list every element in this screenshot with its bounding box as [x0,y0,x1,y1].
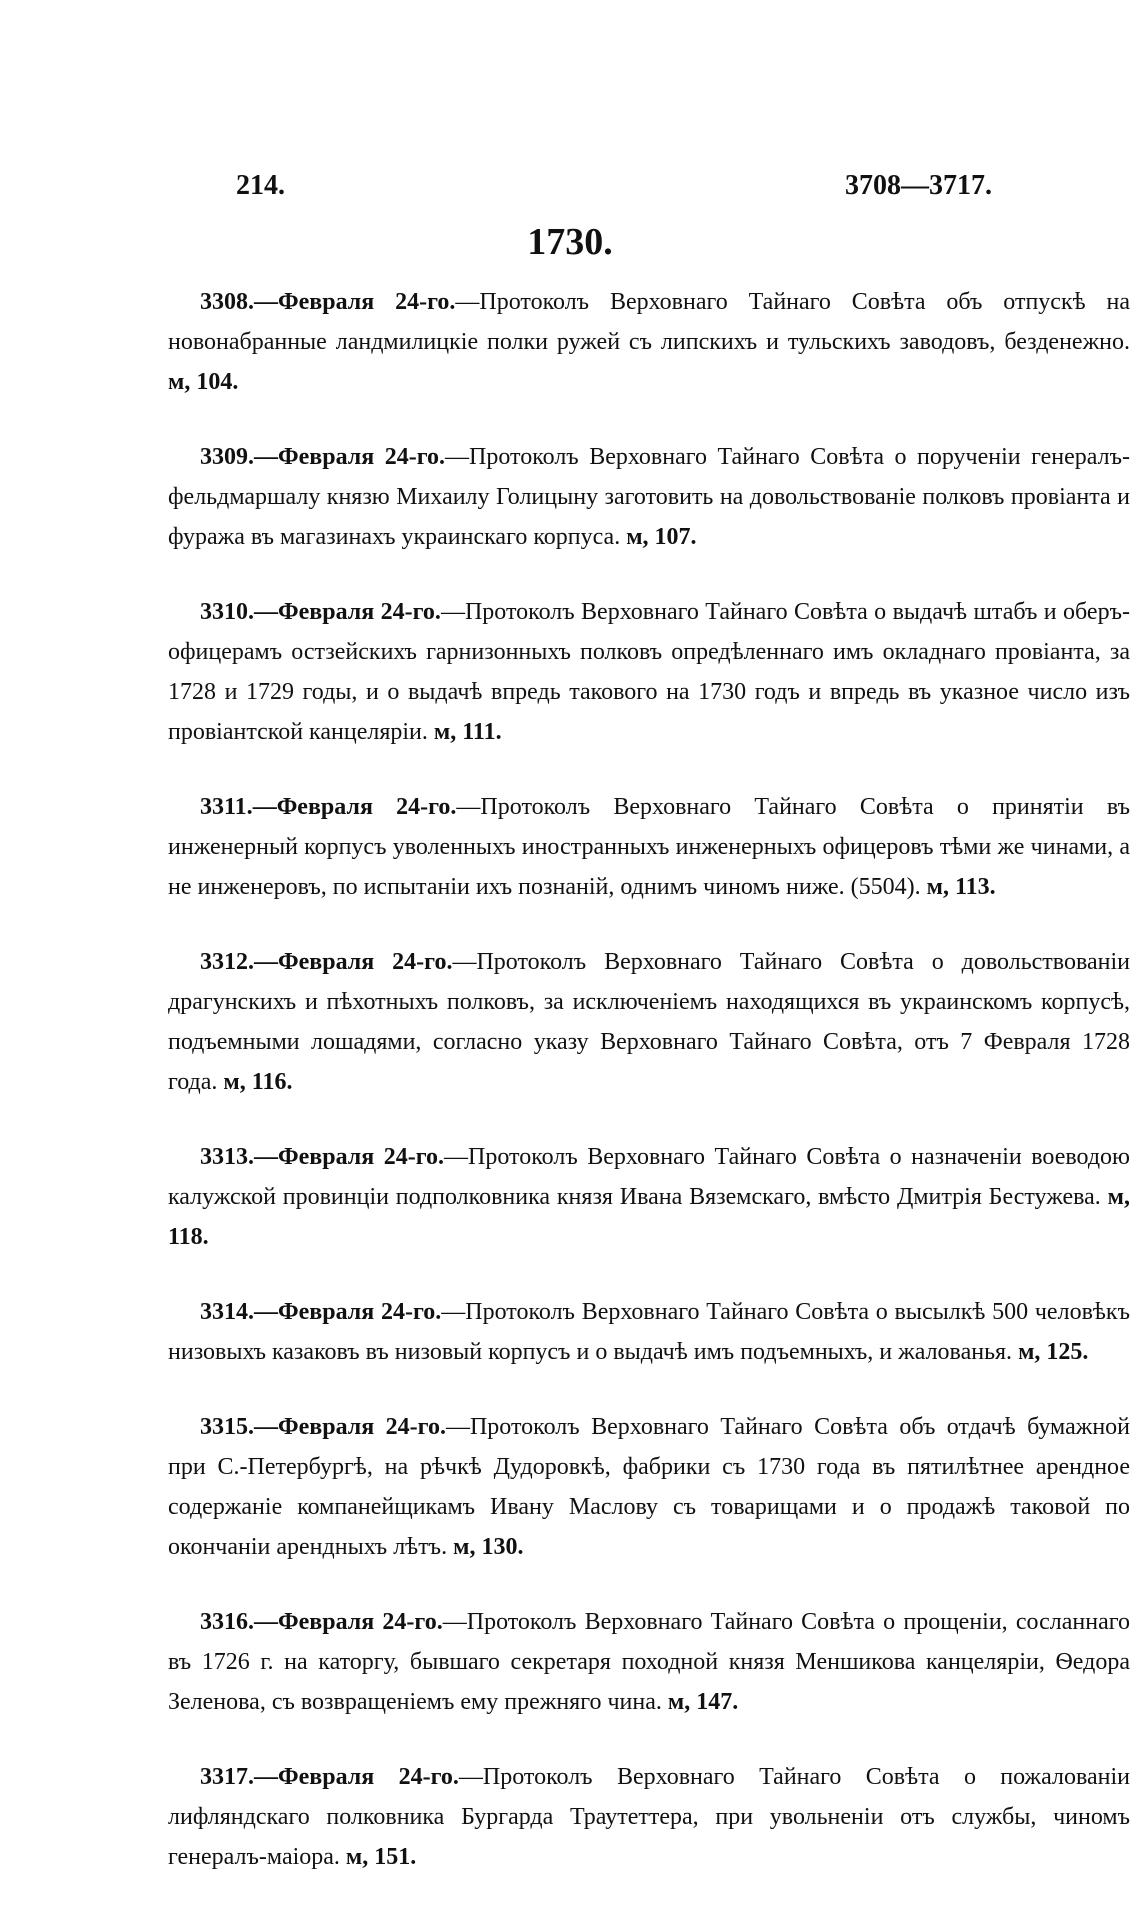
entry-number: 3314. [200,1299,254,1325]
entry-3315 [168,1407,1130,1567]
entry-date: —Февраля 24-го. [254,1299,442,1325]
entry-source: ᴍ, 147. [667,1689,739,1715]
entry-text: —Протоколъ Верховнаго Тайнаго Совѣта объ отдачѣ бумажной при С.-Петербургѣ, на рѣчкѣ Дудоровкѣ, фабрики съ 1730 года въ пятилѣтнее арендное содержаніе компанейщикамъ Ивану Маслову съ товарищами и о продажѣ таковой по окончаніи арендныхъ лѣтъ. [168,1414,1131,1560]
entry-date: —Февраля 24-го. [254,289,456,315]
entry-text: —Протоколъ Верховнаго Тайнаго Совѣта о прощеніи, сосланнаго въ 1726 г. на каторгу, бывшаго секретаря походной князя Меншикова канцеляріи, Ѳедора Зеленова, съ возвращеніемъ ему прежняго чина. [168,1609,1131,1715]
entry-source: ᴍ, 125. [1018,1339,1089,1365]
entry-date: —Февраля 24-го. [254,599,441,625]
entry-date: —Февраля 24-го. [254,949,453,975]
year-heading: 1730. [527,221,613,263]
entry-3308 [168,282,1130,402]
entry-number: 3309. [200,444,254,470]
entry-date: —Февраля 24-го. [254,1609,443,1635]
entry-source: ᴍ, 118. [168,1184,1131,1250]
entry-text: —Протоколъ Верховнаго Тайнаго Совѣта о назначеніи воеводою калужской провинціи подполковника князя Ивана Вяземскаго, вмѣсто Дмитрія Бестужева. [168,1144,1130,1210]
entry-text: —Протоколъ Верховнаго Тайнаго Совѣта о порученіи генералъ-фельдмаршалу князю Михаилу Голицыну заготовить на довольствованіе полковъ провіанта и фуража въ магазинахъ украинскаго корпуса. [168,444,1131,550]
entry-date: —Февраля 24-го. [254,444,446,470]
entry-3313 [168,1137,1130,1257]
entry-3309 [168,437,1130,557]
entry-source: ᴍ, 116. [223,1069,293,1095]
entry-number: 3317. [200,1764,254,1790]
entry-number: 3316. [200,1609,254,1635]
entry-3311 [168,787,1130,907]
entry-source: ᴍ, 130. [453,1534,524,1560]
entry-number: 3308. [200,289,254,315]
entry-text: —Протоколъ Верховнаго Тайнаго Совѣта о принятіи въ инженерный корпусъ уволенныхъ иностранныхъ инженерныхъ офицеровъ тѣми же чинами, а не инженеровъ, по испытаніи ихъ познаній, однимъ чиномъ ниже. (5504). [168,794,1130,900]
entry-source: ᴍ, 113. [926,874,996,900]
entry-range: 3708—3717. [845,170,992,201]
entry-number: 3310. [200,599,254,625]
entry-source: ᴍ, 107. [626,524,697,550]
entry-text: —Протоколъ Верховнаго Тайнаго Совѣта о выдачѣ штабъ и оберъ-офицерамъ остзейскихъ гарнизонныхъ полковъ опредѣленнаго имъ окладнаго провіанта, за 1728 и 1729 годы, и о выдачѣ впредь такового на 1730 годъ и впредь въ указное число изъ провіантской канцеляріи. [168,599,1130,745]
entry-text: —Протоколъ Верховнаго Тайнаго Совѣта объ отпускѣ на новонабранные ландмилицкіе полки ружей съ липскихъ и тульскихъ заводовъ, безденежно. [168,289,1130,355]
entry-date: —Февраля 24-го. [254,1764,459,1790]
entry-text: —Протоколъ Верховнаго Тайнаго Совѣта о пожалованіи лифляндскаго полковника Бургарда Траутеттера, при увольненіи отъ службы, чиномъ генералъ-маіора. [168,1764,1130,1870]
entry-source: ᴍ, 151. [345,1844,417,1870]
entry-text: —Протоколъ Верховнаго Тайнаго Совѣта о довольствованіи драгунскихъ и пѣхотныхъ полковъ, за исключеніемъ находящихся въ украинскомъ корпусѣ, подъемными лошадями, согласно указу Верховнаго Тайнаго Совѣта, отъ 7 Февраля 1728 года. [168,949,1130,1095]
entry-number: 3312. [200,949,254,975]
entry-date: —Февраля 24-го. [254,1144,445,1170]
entry-3310 [168,592,1130,752]
entry-number: 3313. [200,1144,254,1170]
entry-date: —Февраля 24-го. [254,1414,446,1440]
entry-3317 [168,1757,1130,1877]
page-number: 214. [236,170,285,201]
page-header [0,170,1140,210]
entry-text: —Протоколъ Верховнаго Тайнаго Совѣта о высылкѣ 500 человѣкъ низовыхъ казаковъ въ низовый корпусъ и о выдачѣ имъ подъемныхъ, и жалованья. [168,1299,1130,1365]
entry-date: —Февраля 24-го. [252,794,457,820]
entry-number: 3311. [200,794,253,820]
entry-3312 [168,942,1130,1102]
entry-source: ᴍ, 111. [433,719,502,745]
entries-list [168,282,1130,1912]
entry-number: 3315. [200,1414,254,1440]
entry-3314 [168,1292,1130,1372]
entry-3316 [168,1602,1130,1722]
entry-source: ᴍ, 104. [168,369,239,395]
